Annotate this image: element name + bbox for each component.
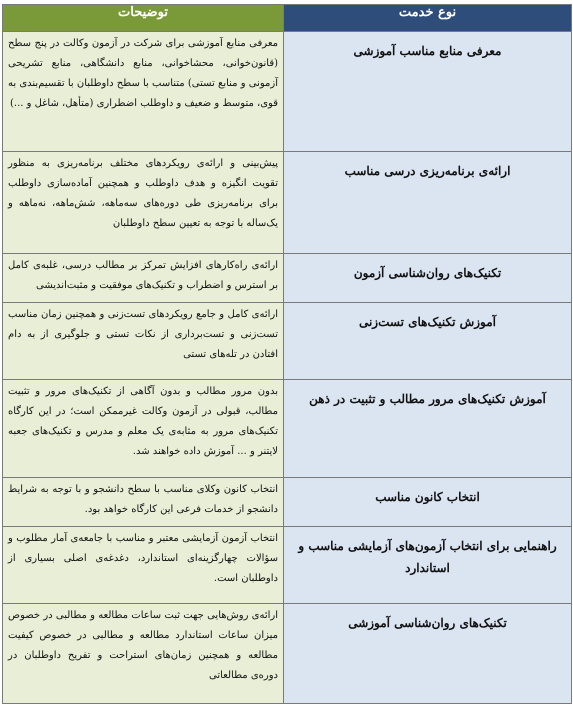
description-cell: ارائه‌ی کامل و جامع رویکردهای تست‌زنی و همچنین زمان مناسب تست‌زنی و تست‌برداری از نکات تستی و جلوگیری از به دام افتادن در تله‌های تستی	[3, 302, 284, 379]
service-cell: تکنیک‌های روان‌شناسی آموزشی	[284, 603, 572, 703]
table-header-row	[3, 5, 572, 32]
service-cell: معرفی منابع مناسب آموزشی	[284, 32, 572, 152]
service-cell: آموزش تکنیک‌های مرور مطالب و تثبیت در ذهن	[284, 379, 572, 477]
service-cell: تکنیک‌های روان‌شناسی آزمون	[284, 254, 572, 303]
table-row	[3, 603, 572, 703]
service-cell: راهنمایی برای انتخاب آزمون‌های آزمایشی مناسب و استاندارد	[284, 526, 572, 603]
description-cell: ارائه‌ی راه‌کارهای افزایش تمرکز بر مطالب درسی، غلبه‌ی کامل بر استرس و اضطراب و تکنیک‌های موفقیت و مثبت‌اندیشی	[3, 254, 284, 303]
table-row	[3, 526, 572, 603]
description-cell: انتخاب آزمون آزمایشی معتبر و مناسب با جامعه‌ی آمار مطلوب و سؤالات چهارگزینه‌ای استاندارد، دغدغه‌ی اصلی بسیاری از داوطلبان است.	[3, 526, 284, 603]
service-cell: آموزش تکنیک‌های تست‌زنی	[284, 302, 572, 379]
table-row	[3, 254, 572, 303]
service-cell: انتخاب کانون مناسب	[284, 478, 572, 527]
description-cell: ارائه‌ی روش‌هایی جهت ثبت ساعات مطالعه و مطالبی در خصوص میزان ساعات استاندارد مطالعه و مطالبی در خصوص کیفیت مطالعه و همچنین زمان‌های استراحت و تفریح داوطلبان در دوره‌ی مطالعاتی	[3, 603, 284, 703]
service-cell: ارائه‌ی برنامه‌ریزی درسی مناسب	[284, 151, 572, 253]
description-cell: انتخاب کانون وکلای مناسب با سطح دانشجو و با توجه به شرایط دانشجو از خدمات فرعی این کارگاه خواهد بود.	[3, 478, 284, 527]
services-table	[2, 4, 572, 704]
table-row	[3, 32, 572, 152]
table-row	[3, 478, 572, 527]
description-cell: بدون مرور مطالب و بدون آگاهی از تکنیک‌های مرور و تثبیت مطالب، قبولی در آزمون وکالت غیرممکن است؛ در این کارگاه تکنیک‌های مرور به مثابه‌ی یک معلم و مدرس و تکنیک‌های جعبه لایتنر و ... آموزش داده خواهند شد.	[3, 379, 284, 477]
description-cell: معرفی منابع آموزشی برای شرکت در آزمون وکالت در پنج سطح (قانون‌خوانی، محشاخوانی، منابع دانشگاهی، منابع تشریحی آزمونی و منابع تستی) متناسب با سطح داوطلبان با تقسیم‌بندی به قوی، متوسط و ضعیف و داوطلب اضطراری (متأهل، شاغل و ...)	[3, 32, 284, 152]
table-row	[3, 151, 572, 253]
table-row	[3, 379, 572, 477]
header-description: توضیحات	[3, 5, 284, 32]
table-row	[3, 302, 572, 379]
header-service-type: نوع خدمت	[284, 5, 572, 32]
description-cell: پیش‌بینی و ارائه‌ی رویکردهای مختلف برنامه‌ریزی به منظور تقویت انگیزه و هدف داوطلب و همچنین آماده‌سازی داوطلب برای برنامه‌ریزی طی دوره‌های سه‌ماهه، شش‌ماهه، نه‌ماهه و یک‌ساله با توجه به تعیین سطح داوطلبان	[3, 151, 284, 253]
